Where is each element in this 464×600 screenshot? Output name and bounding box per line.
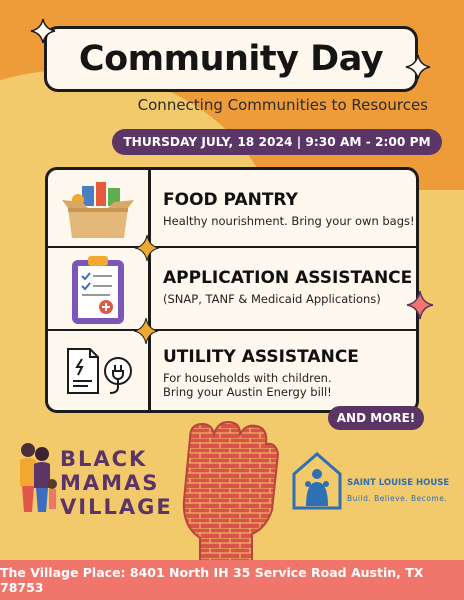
service-desc: (SNAP, TANF & Medicaid Applications) [163,292,381,306]
service-desc: For households with children. [163,371,332,385]
sparkle-icon [133,317,159,345]
date-time-badge: THURSDAY JULY, 18 2024 | 9:30 AM - 2:00 PM [112,129,442,155]
service-title: FOOD PANTRY [163,190,298,210]
service-card-utility-assistance [45,331,419,413]
page-title: Community Day [78,39,384,79]
sparkle-icon [405,54,431,80]
sparkle-icon [134,234,160,262]
logo-line: MAMAS [60,471,160,495]
footer-address: The Village Place: 8401 North IH 35 Service Road Austin, TX 78753 [0,560,464,600]
utility-bill-icon [64,345,134,397]
logo-line: VILLAGE [60,495,173,519]
clipboard-icon [70,254,126,326]
service-desc: Healthy nourishment. Bring your own bags! [163,214,415,228]
sparkle-icon [406,290,434,320]
title-box [44,26,418,92]
service-card-food-pantry [45,167,419,249]
and-more-badge: AND MORE! [328,406,424,430]
grocery-box-icon [62,180,134,242]
raised-fist-brick-icon [160,418,300,568]
subtitle: Connecting Communities to Resources [137,96,428,114]
service-title: UTILITY ASSISTANCE [163,347,359,367]
black-mamas-village-name [60,447,173,519]
service-title: APPLICATION ASSISTANCE [163,268,413,288]
sparkle-icon [30,18,56,44]
service-card-application-assistance [45,248,419,332]
black-mamas-village-logo [14,440,58,514]
service-desc: Bring your Austin Energy bill! [163,385,332,399]
saint-louise-house-name: SAINT LOUISE HOUSE [347,478,450,488]
logo-line: BLACK [60,447,148,471]
saint-louise-house-logo [290,448,344,512]
saint-louise-house-tagline: Build. Believe. Become. [347,494,448,503]
